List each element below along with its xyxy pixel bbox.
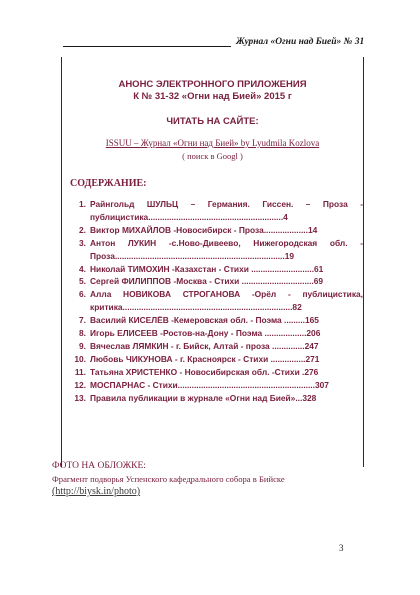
contents-heading: СОДЕРЖАНИЕ: — [70, 178, 147, 189]
toc-number: 12. — [74, 379, 86, 390]
toc-entry: Антон ЛУКИН -с.Ново-Дивеево, Нижегородская обл. - Проза.........................................................................19 — [90, 237, 363, 261]
toc-item — [70, 198, 363, 224]
header-rule — [63, 46, 231, 47]
cover-photo-caption: Фрагмент подворья Успенского кафедрального собора в Бийске — [52, 474, 285, 484]
toc-item — [70, 224, 363, 237]
toc-entry: Виктор МИХАЙЛОВ -Новосибирск - Проза...................14 — [90, 224, 318, 235]
toc-number: 6. — [79, 289, 86, 300]
toc-number: 10. — [74, 353, 86, 364]
toc-entry: МОСПАРНАС - Стихи...........................................................307 — [90, 379, 329, 390]
toc-entry: Райнгольд ШУЛЬЦ – Германия. Гиссен. – Проза - публицистика..........................................................4 — [90, 199, 363, 222]
toc-entry: Любовь ЧИКУНОВА - г. Красноярск - Стихи ...............271 — [90, 353, 320, 364]
search-note: ( поиск в Googl ) — [182, 151, 243, 161]
running-title: Журнал «Огни над Бией» № 31 — [236, 37, 365, 47]
toc-entry: Правила публикации в журнале «Огни над Бией»...328 — [90, 392, 317, 403]
toc-number: 13. — [74, 392, 86, 403]
toc-number: 8. — [79, 328, 86, 339]
toc-item — [70, 340, 363, 353]
toc-entry: Василий КИСЕЛЁВ -Кемеровская обл. - Поэма .........165 — [90, 315, 319, 326]
read-on-site-heading: ЧИТАТЬ НА САЙТЕ: — [166, 116, 259, 127]
toc-number: 11. — [74, 366, 86, 377]
toc-item — [70, 392, 363, 405]
announce-issue: К № 31-32 «Огни над Бией» 2015 г — [133, 91, 292, 102]
table-of-contents — [70, 198, 363, 405]
toc-item — [70, 366, 363, 379]
toc-item — [70, 263, 363, 276]
toc-number: 2. — [79, 224, 86, 235]
toc-item — [70, 288, 363, 314]
cover-photo-heading: ФОТО НА ОБЛОЖКЕ: — [52, 461, 146, 471]
toc-entry: Сергей ФИЛИППОВ -Москва - Стихи ...............................69 — [90, 276, 324, 287]
cover-photo-link[interactable]: (http://biysk.in/photo) — [52, 486, 141, 497]
toc-entry: Николай ТИМОХИН -Казахстан - Стихи ...........................61 — [90, 263, 324, 274]
toc-number: 7. — [79, 315, 86, 326]
announce-block — [62, 79, 363, 103]
toc-item — [70, 353, 363, 366]
toc-entry: Игорь ЕЛИСЕЕВ -Ростов-на-Дону - Поэма ..................206 — [90, 328, 321, 339]
toc-item — [70, 237, 363, 263]
toc-entry: Вячеслав ЛЯМКИН - г. Бийск, Алтай - проза ..............247 — [90, 340, 319, 351]
toc-item — [70, 379, 363, 392]
toc-item — [70, 327, 363, 340]
toc-item — [70, 314, 363, 327]
toc-entry: Алла НОВИКОВА СТРОГАНОВА -Орёл - публицистика, критика.........................................................................82 — [90, 289, 363, 313]
toc-number: 3. — [79, 237, 86, 248]
issuu-link[interactable]: ISSUU – Журнал «Огни над Бией» by Lyudmila Kozlova — [105, 138, 320, 148]
toc-number: 4. — [79, 263, 86, 274]
toc-item — [70, 275, 363, 288]
toc-number: 5. — [79, 276, 86, 287]
announce-title: АНОНС ЭЛЕКТРОННОГО ПРИЛОЖЕНИЯ — [118, 79, 307, 90]
toc-entry: Татьяна ХРИСТЕНКО - Новосибирская обл. -Стихи .276 — [90, 366, 319, 377]
page-number: 3 — [339, 543, 344, 553]
toc-number: 9. — [79, 340, 86, 351]
toc-number: 1. — [79, 199, 86, 209]
frame-right-rule — [363, 57, 364, 467]
